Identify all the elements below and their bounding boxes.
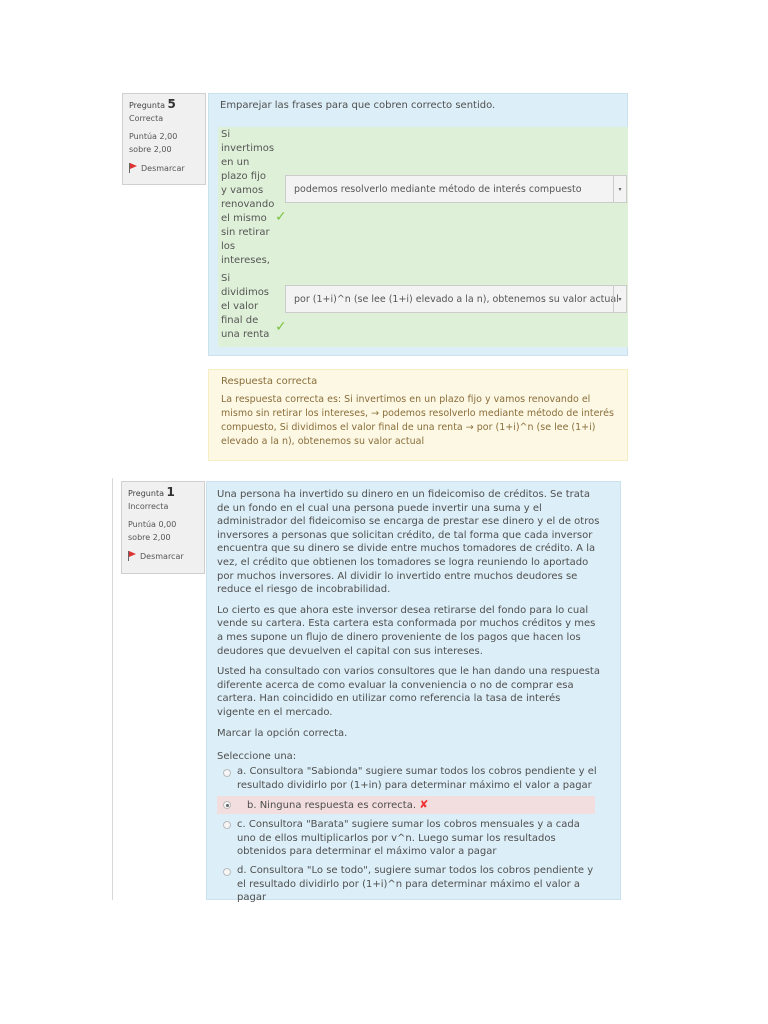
chevron-down-icon: ▾ — [613, 176, 626, 202]
checkmark-icon: ✓ — [275, 209, 287, 225]
chevron-down-icon: ▾ — [613, 286, 626, 312]
x-mark-icon: ✘ — [419, 798, 429, 811]
flag-label: Desmarcar — [141, 163, 185, 173]
question-paragraph: Lo cierto es que ahora este inversor desea retirarse del fondo para lo cual vende su cartera. Esta cartera esta conformada por muchos créditos y mes a mes supone un flujo de dinero proveniente de los pagos que hacen los deudores que devuelven el capital con sus intereses. — [217, 604, 596, 657]
option-b-label[interactable] — [247, 798, 428, 813]
question-label: Pregunta — [128, 489, 164, 498]
question-instruction: Marcar la opción correcta. — [217, 727, 348, 739]
question-info-5 — [122, 93, 206, 185]
question-number: 1 — [166, 485, 175, 499]
flag-icon — [129, 163, 137, 173]
match-stem-2: Si dividimos el valor final de una renta — [221, 273, 270, 340]
feedback-body: La respuesta correcta es: Si invertimos en un plazo fijo y vamos renovando el mismo sin retirar los intereses, → podemos resolverlo mediante método de interés compuesto, Si dividimos el valor final de una renta → por (1+i)^n (se lee (1+i) elevado a la n), obtenemos su valor actual — [221, 394, 614, 447]
feedback-title: Respuesta correcta — [221, 376, 318, 387]
question-text — [217, 488, 601, 747]
question-state: Incorrecta — [128, 502, 169, 511]
option-a-radio[interactable] — [223, 769, 231, 777]
option-c-radio[interactable] — [223, 821, 231, 829]
question-formulation-5 — [208, 93, 628, 356]
match-select-2-value: por (1+i)^n (se lee (1+i) elevado a la n), obtenemos su valor actual — [294, 293, 619, 305]
flag-toggle[interactable] — [128, 551, 198, 561]
option-b-text: b. Ninguna respuesta es correcta. — [247, 800, 417, 811]
question-grade: Puntúa 2,00 sobre 2,00 — [129, 132, 178, 154]
option-b-radio[interactable] — [223, 801, 231, 809]
match-select-1[interactable] — [285, 175, 627, 203]
flag-icon — [128, 551, 136, 561]
question-prompt: Emparejar las frases para que cobren correcto sentido. — [220, 100, 496, 111]
question-info-1 — [121, 481, 205, 574]
question-state: Correcta — [129, 114, 164, 123]
select-prompt: Seleccione una: — [217, 751, 297, 762]
question-formulation-1 — [206, 481, 621, 904]
flag-toggle[interactable] — [129, 163, 199, 173]
question-label: Pregunta — [129, 101, 165, 110]
question-number: 5 — [167, 97, 176, 111]
checkmark-icon: ✓ — [275, 319, 287, 335]
match-area — [218, 127, 628, 347]
match-select-1-value: podemos resolverlo mediante método de interés compuesto — [294, 183, 582, 195]
question-paragraph: Una persona ha invertido su dinero en un fideicomiso de créditos. Se trata de un fondo en el cual una persona puede invertir una suma y el administrador del fideicomiso se encarga de prestar ese dinero y el de otros inversores a personas que solicitan crédito, de tal forma que cada inversor encuentra que su dinero se divide entre muchos tomadores de crédito. A la vez, el crédito que obtienen los tomadores se logra reuniendo lo aportado por muchos inversores. Al dividir lo invertido entre muchos deudores se reduce el riesgo de incobrabilidad. — [217, 489, 600, 596]
match-select-2[interactable] — [285, 285, 627, 313]
match-stem-1: Si invertimos en un plazo fijo y vamos renovando el mismo sin retirar los intereses, — [221, 129, 275, 266]
option-d-label[interactable]: d. Consultora "Lo se todo", sugiere sumar todos los cobros pendiente y el resultado dividirlo por (1+i)^n para determinar máximo el valor a pagar — [237, 865, 594, 904]
option-a-label[interactable]: a. Consultora "Sabionda" sugiere sumar todos los cobros pendiente y el resultado dividirlo por (1+in) para determinar máximo el valor a pagar — [237, 766, 597, 791]
feedback-box — [208, 369, 628, 461]
flag-label: Desmarcar — [140, 551, 184, 561]
question-grade: Puntúa 0,00 sobre 2,00 — [128, 520, 177, 542]
question-paragraph: Usted ha consultado con varios consultores que le han dando una respuesta diferente acerca de como evaluar la conveniencia o no de comprar esa cartera. Han coincidido en utilizar como referencia la tasa de interés vigente en el mercado. — [217, 666, 600, 718]
page-edge-line — [112, 478, 113, 900]
option-c-label[interactable]: c. Consultora "Barata" sugiere sumar los cobros mensuales y a cada uno de ellos multiplicarlos por v^n. Luego sumar los resultados obtenidos para determinar el máximo valor a pagar — [237, 819, 580, 858]
option-d-radio[interactable] — [223, 868, 231, 876]
